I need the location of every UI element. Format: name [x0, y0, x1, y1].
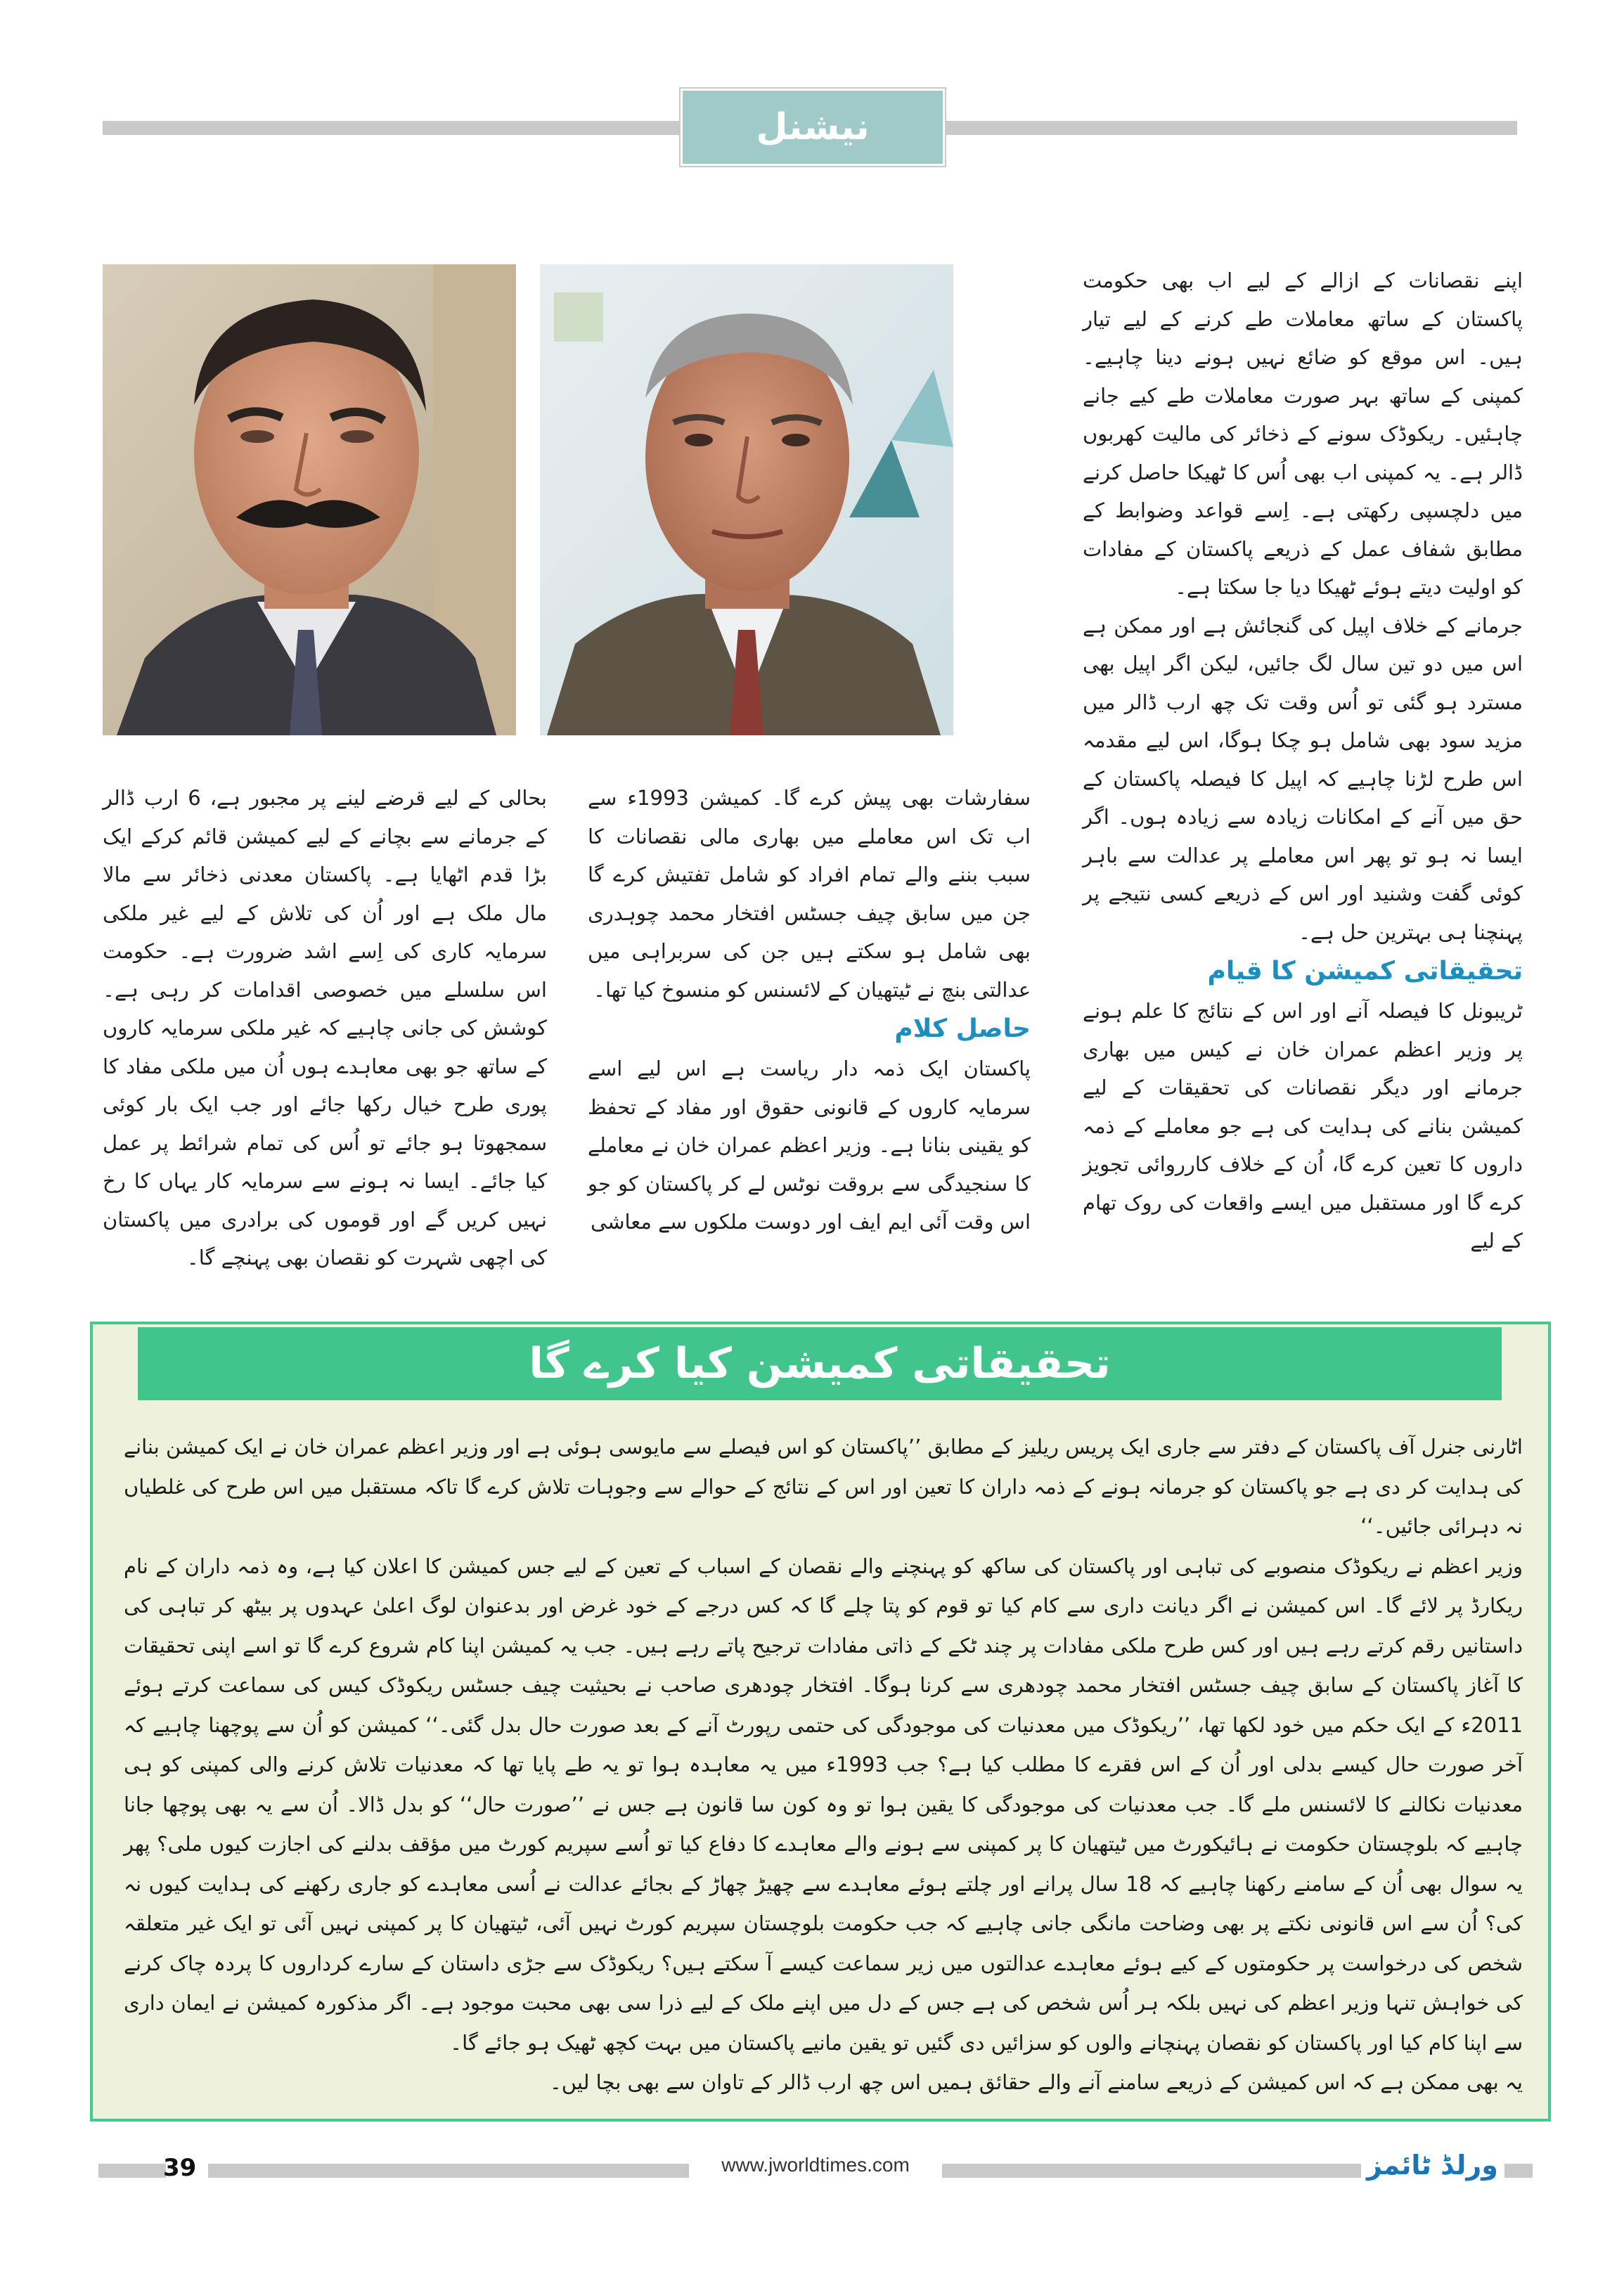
paragraph: بحالی کے لیے قرضے لینے پر مجبور ہے، 6 ارب ڈالر کے جرمانے سے بچانے کے لیے کمیشن قائم کرکے ایک بڑا قدم اٹھایا ہے۔ پاکستان معدنی ذخائر سے مالا مال ملک ہے اور اُن کی تلاش کے لیے غیر ملکی سرمایہ کاری کی اِسے اشد ضرورت ہے۔ حکومت اس سلسلے میں خصوصی اقدامات کر رہی ہے۔ کوشش کی جانی چاہیے کہ غیر ملکی سرمایہ کاروں کے ساتھ جو بھی معاہدے ہوں اُن میں ملکی مفاد کا پوری طرح خیال رکھا جائے اور جب ایک بار کوئی سمجھوتا ہو جائے تو اُس کی تمام شرائط پر عمل کیا جائے۔ ایسا نہ ہونے سے سرمایہ کار یہاں کا رخ نہیں کریں گے اور قوموں کی برادری میں پاکستان کی اچھی شہرت کو نقصان بھی پہنچے گا۔	[103, 786, 547, 1270]
footer-rule-left	[98, 2164, 166, 2178]
photo-azam-swati	[540, 264, 953, 735]
paragraph: جرمانے کے خلاف اپیل کی گنجائش ہے اور ممکن ہے اس میں دو تین سال لگ جائیں، لیکن اگر اپیل بھی مسترد ہو گئی تو اُس وقت تک چھ ارب ڈالر میں مزید سود بھی شامل ہو چکا ہوگا، اس لیے مقدمہ اس طرح لڑنا چاہیے کہ اپیل کا فیصلہ پاکستان کے حق میں آنے کے امکانات زیادہ سے زیادہ ہوں۔ اگر ایسا نہ ہو تو پھر اس معاملے پر عدالت سے باہر کوئی گفت وشنید اور اس کے ذریعے کسی نتیجے پر پہنچنا ہی بہترین حل ہے۔	[1083, 613, 1523, 944]
website-url[interactable]: www.jworldtimes.com	[721, 2154, 910, 2176]
header-rule-left	[103, 121, 681, 135]
paragraph: ٹریبونل کا فیصلہ آنے اور اس کے نتائج کا علم ہونے پر وزیر اعظم عمران خان نے کیس میں بھاری جرمانے اور دیگر نقصانات کی تحقیقات کے لیے کمیشن بنانے کی ہدایت کی ہے جو معاملے کے ذمہ داروں کا تعین کرے گا، اُن کے خلاف کارروائی تجویز کرے گا اور مستقبل میں ایسے واقعات کی روک تھام کے لیے	[1083, 999, 1523, 1253]
footer-rule-right	[1504, 2164, 1533, 2178]
page-number: 39	[163, 2154, 197, 2182]
footer-rule-mid-right	[942, 2164, 1361, 2178]
footer-rule-mid-left	[208, 2164, 689, 2178]
column-left	[103, 779, 547, 1277]
magazine-brand: ورلڈ ٹائمز	[1367, 2150, 1498, 2181]
box-paragraph: یہ بھی ممکن ہے کہ اس کمیشن کے ذریعے سامنے آنے والے حقائق ہمیں اس چھ ارب ڈالر کے تاوان سے بھی بچا لیں۔	[549, 2070, 1523, 2094]
column-middle	[588, 779, 1031, 1241]
box-paragraph: وزیر اعظم نے ریکوڈک منصوبے کی تباہی اور پاکستان کی ساکھ کو پہنچنے والے نقصان کے اسباب کے تعین کے لیے جس کمیشن کا اعلان کیا ہے، وہ ذمہ داران کے نام ریکارڈ پر لائے گا۔ اس کمیشن نے اگر دیانت داری سے کام کیا تو قوم کو پتا چلے گا کہ کس درجے کے خود غرض اور بدعنوان لوگ اعلیٰ عہدوں پر بیٹھ کر تباہی کی داستانیں رقم کرتے رہے ہیں اور کس طرح ملکی مفادات پر چند ٹکے کے ذاتی مفادات ترجیح پاتے رہے ہیں۔ جب یہ کمیشن اپنا کام شروع کرے گا تو اسے اپنی تحقیقات کا آغاز پاکستان کے سابق چیف جسٹس افتخار محمد چودھری سے کرنا ہوگا۔ افتخار چودھری صاحب نے بحیثیت چیف جسٹس ریکوڈک کیس کی سماعت کرتے ہوئے 2011ء کے ایک حکم میں خود لکھا تھا، ’’ریکوڈک میں معدنیات کی موجودگی کی حتمی رپورٹ آنے کے بعد صورت حال بدل گئی۔‘‘ کمیشن کو اُن سے پوچھنا چاہیے کہ آخر صورت حال کیسے بدلی اور اُن کے اس فقرے کا مطلب کیا ہے؟ جب 1993ء میں یہ معاہدہ ہوا تو یہ طے پایا تھا کہ معدنیات تلاش کرنے والی کمپنی کو ہی معدنیات نکالنے کا لائسنس ملے گا۔ جب معدنیات کی موجودگی کا یقین ہوا تو وہ کون سا قانون ہے جس نے ’’صورت حال‘‘ کو بدل ڈالا۔ اُن سے یہ بھی پوچھا جانا چاہیے کہ بلوچستان حکومت نے ہائیکورٹ میں ٹیتھیان کا پر کمپنی سے ہونے والے معاہدے کا دفاع کیا تو اُسے سپریم کورٹ میں مؤقف بدلنے کی اجازت کیوں ملی؟ پھر یہ سوال بھی اُن کے سامنے رکھنا چاہیے کہ 18 سال پرانے اور چلتے ہوئے معاہدے سے چھیڑ چھاڑ کے بجائے عدالت نے اُسی معاہدے کو جاری رکھنے کی ہدایت کیوں نہ کی؟ اُن سے اس قانونی نکتے پر بھی وضاحت مانگی جانی چاہیے کہ جب حکومت بلوچستان سپریم کورٹ نہیں آئی، ٹیتھیان کا پر کمپنی نہیں آئی تو ایک غیر متعلقہ شخص کی درخواست پر حکومتوں کے کیے ہوئے معاہدے عدالتوں میں زیر سماعت کیسے آ سکتے ہیں؟ ریکوڈک سے جڑی داستان کے سارے کرداروں کا پردہ چاک کرنے کی خواہش تنہا وزیر اعظم کی نہیں بلکہ ہر اُس شخص کی ہے جس کے دل میں اپنے ملک کے لیے ذرا سی بھی محبت موجود ہے۔ اگر مذکورہ کمیشن نے ایمان داری سے اپنا کام کیا اور پاکستان کو نقصان پہنچانے والوں کو سزائیں دی گئیں تو یقین مانیے پاکستان میں بہت کچھ ٹھیک ہو جائے گا۔	[124, 1554, 1523, 2055]
box-body	[124, 1427, 1523, 2103]
subheading-commission-formation: تحقیقاتی کمیشن کا قیام	[1207, 957, 1523, 986]
photo-iftikhar-chaudhry	[103, 264, 516, 735]
box-title: تحقیقاتی کمیشن کیا کرے گا	[138, 1327, 1502, 1400]
paragraph: پاکستان ایک ذمہ دار ریاست ہے اس لیے اسے سرمایہ کاروں کے قانونی حقوق اور مفاد کے تحفظ کو یقینی بنانا ہے۔ وزیر اعظم عمران خان نے معاملے کا سنجیدگی سے بروقت نوٹس لے کر پاکستان کو جو اس وقت آئی ایم ایف اور دوست ملکوں سے معاشی	[588, 1057, 1031, 1234]
subheading-conclusion: حاصل کلام	[894, 1014, 1031, 1043]
header-rule-right	[941, 121, 1517, 135]
paragraph: سفارشات بھی پیش کرے گا۔ کمیشن 1993ء سے اب تک اس معاملے میں بھاری مالی نقصانات کا سبب بننے والے تمام افراد کو شامل تفتیش کرے گا جن میں سابق چیف جسٹس افتخار محمد چوہدری بھی شامل ہو سکتے ہیں جن کی سربراہی میں عدالتی بنچ نے ٹیتھیان کے لائسنس کو منسوخ کیا تھا۔	[588, 786, 1031, 1002]
paragraph: اپنے نقصانات کے ازالے کے لیے اب بھی حکومت پاکستان کے ساتھ معاملات طے کرنے کے لیے تیار ہیں۔ اس موقع کو ضائع نہیں ہونے دینا چاہیے۔ کمپنی کے ساتھ بہر صورت معاملات طے کیے جانے چاہئیں۔ ریکوڈک سونے کے ذخائر کی مالیت کھربوں ڈالر ہے۔ یہ کمپنی اب بھی اُس کا ٹھیکا حاصل کرنے میں دلچسپی رکھتی ہے۔ اِسے قواعد وضوابط کے مطابق شفاف عمل کے ذریعے پاکستان کے مفادات کو اولیت دیتے ہوئے ٹھیکا دیا جا سکتا ہے۔	[1083, 269, 1523, 599]
column-right	[1083, 262, 1523, 1260]
section-title: نیشنل	[681, 89, 945, 166]
box-paragraph: اٹارنی جنرل آف پاکستان کے دفتر سے جاری ایک پریس ریلیز کے مطابق ’’پاکستان کو اس فیصلے سے مایوسی ہوئی ہے اور وزیر اعظم عمران خان نے ایک کمیشن بنانے کی ہدایت کر دی ہے جو پاکستان کو جرمانہ ہونے کے ذمہ داران کا تعین اور اس کے نتائج کے حوالے سے وجوہات تلاش کرے گا تاکہ مستقبل میں اس طرح کی غلطیاں نہ دہرائی جائیں۔‘‘	[124, 1435, 1523, 1538]
